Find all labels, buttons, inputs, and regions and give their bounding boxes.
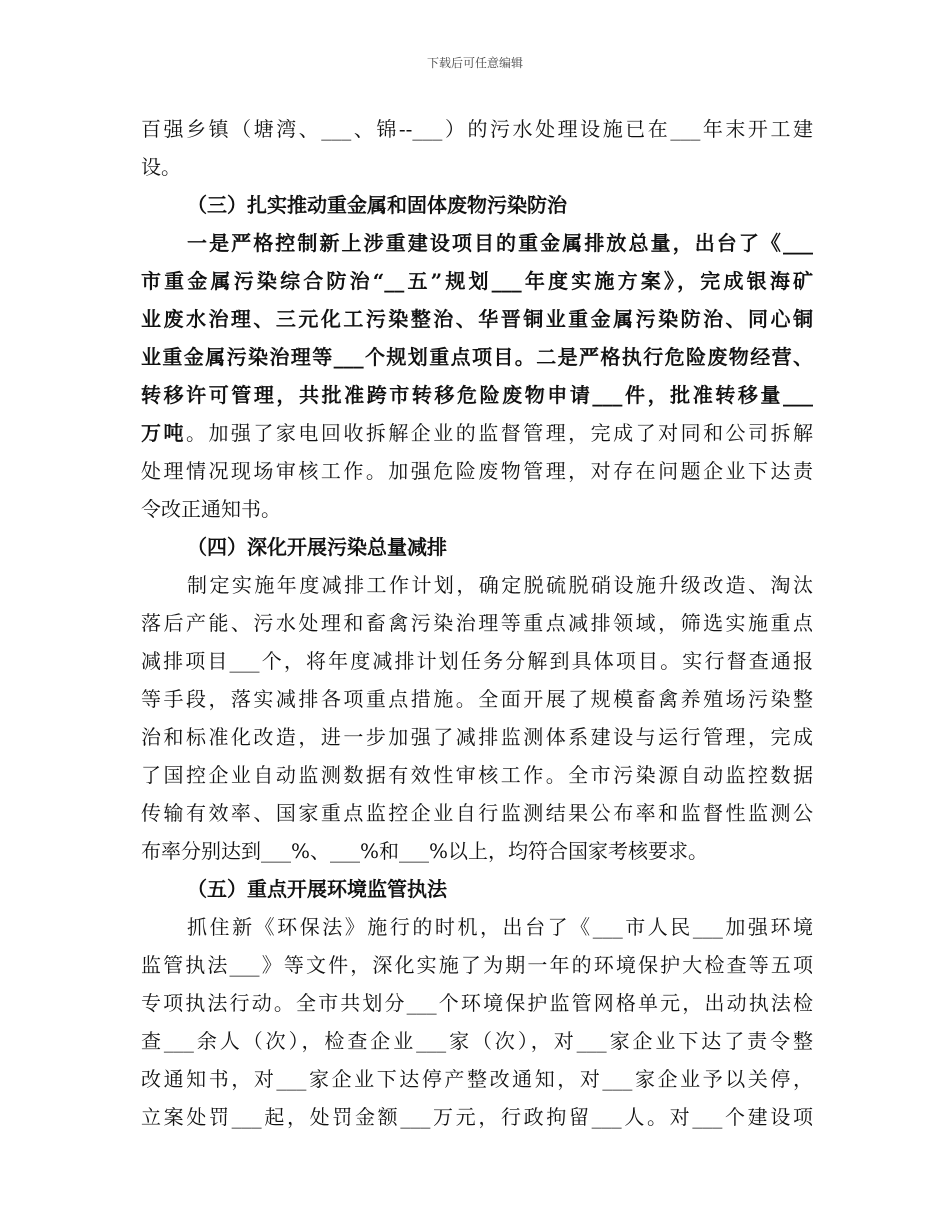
body-line: 一是严格控制新上涉重建设项目的重金属排放总量，出台了《___ [187,231,813,255]
body-line: 改通知书，对___家企业下达停产整改通知，对___家企业予以关停， [141,1067,813,1091]
body-line: 市重金属污染综合防治“__五”规划___年度实施方案》，完成银海矿 [141,269,813,293]
body-line: 落后产能、污水处理和畜禽污染治理等重点减排领域，筛选实施重点 [141,611,813,635]
body-line: 立案处罚___起，处罚金额___万元，行政拘留___人。对___个建设项 [141,1105,813,1129]
body-line: 抓住新《环保法》施行的时机，出台了《___市人民___加强环境 [187,915,813,939]
body-line: 业废水治理、三元化工污染整治、华晋铜业重金属污染防治、同心铜 [141,307,813,331]
body-line: 令改正通知书。 [141,497,281,521]
section-heading: （三）扎实推动重金属和固体废物污染防治 [187,193,567,217]
body-line [141,414,813,452]
body-line: 治和标准化改造，进一步加强了减排监测体系建设与运行管理，完成 [141,725,813,749]
body-line: 设。 [141,155,181,179]
body-line: 监管执法___》等文件，深化实施了为期一年的环境保护大检查等五项 [141,953,813,977]
body-line: 等手段，落实减排各项重点措施。全面开展了规模畜禽养殖场污染整 [141,687,813,711]
section-heading: （五）重点开展环境监管执法 [187,877,447,901]
body-line: 了国控企业自动监测数据有效性审核工作。全市污染源自动监控数据 [141,763,813,787]
body-line-bold-segment: 万吨 [141,421,186,445]
body-line: 处理情况现场审核工作。加强危险废物管理，对存在问题企业下达责 [141,459,813,483]
body-line-segment: 。加强了家电回收拆解企业的监督管理，完成了对同和公司拆解 [185,421,813,445]
body-line: 传输有效率、国家重点监控企业自行监测结果公布率和监督性监测公 [141,801,813,825]
body-line: 百强乡镇（塘湾、___、锦--___）的污水处理设施已在___年末开工建 [141,117,813,141]
page-header: 下载后可任意编辑 [426,56,523,70]
body-line: 专项执法行动。全市共划分___个环境保护监管网格单元，出动执法检 [141,991,813,1015]
body-line: 转移许可管理，共批准跨市转移危险废物申请___件，批准转移量___ [141,383,813,407]
body-line: 布率分别达到___%、___%和___%以上，均符合国家考核要求。 [141,839,709,863]
body-line: 减排项目___个，将年度减排计划任务分解到具体项目。实行督查通报 [141,649,813,673]
body-line: 制定实施年度减排工作计划，确定脱硫脱硝设施升级改造、淘汰 [187,573,813,597]
body-line: 业重金属污染治理等___个规划重点项目。二是严格执行危险废物经营、 [141,345,813,369]
section-heading: （四）深化开展污染总量减排 [187,535,447,559]
document-body [141,110,813,1136]
body-line: 查___余人（次），检查企业___家（次），对___家企业下达了责令整 [141,1029,813,1053]
